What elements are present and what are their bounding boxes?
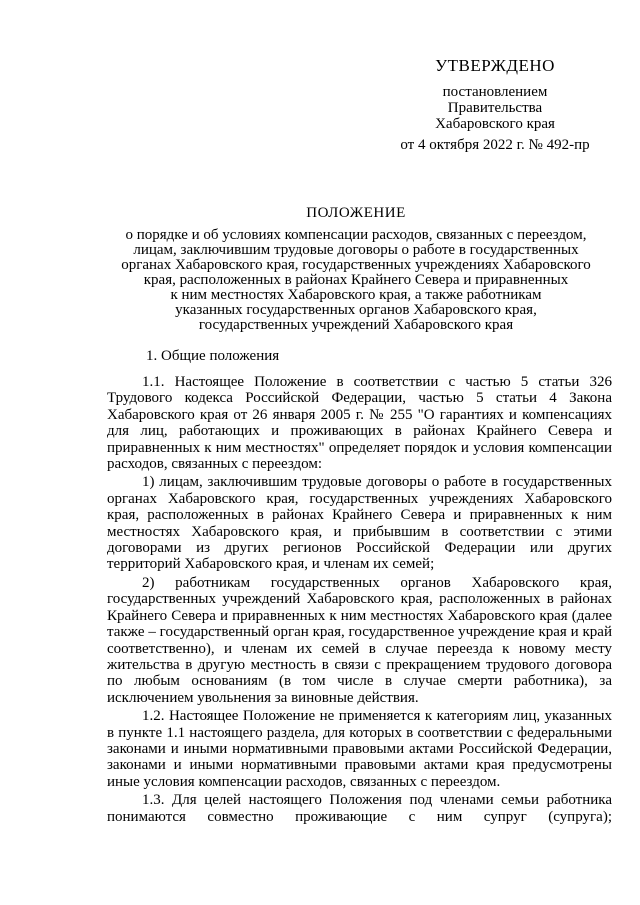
subtitle-line: о порядке и об условиях компенсации расходов, связанных с переездом, <box>125 227 587 243</box>
approval-line: Правительства <box>447 100 543 116</box>
document-title: ПОЛОЖЕНИЕ <box>306 205 406 221</box>
paragraph-1-1-item-2: 2) работникам государственных органов Хабаровского края, государственных учреждений Хабаровского края, расположенных в районах Крайнего Севера и приравненных к ним местностях Хабаровского края (далее также – государственный орган края, государственное учреждение края и край соответственно), и членам их семей в случае переезда к новому месту жительства в другую местность в связи с прекращением трудового договора по любым основаниям (в том числе в случае смерти работника), за исключением увольнения за виновные действия. <box>107 574 612 706</box>
document-body <box>107 374 612 827</box>
subtitle-line: указанных государственных органов Хабаровского края, <box>175 302 537 318</box>
subtitle-line: лицам, заключившим трудовые договоры о работе в государственных <box>133 242 579 258</box>
approval-date: от 4 октября 2022 г. № 492-пр <box>400 137 590 153</box>
approval-heading: УТВЕРЖДЕНО <box>435 56 555 75</box>
subtitle-line: к ним местностях Хабаровского края, а также работникам <box>170 287 542 303</box>
approval-line: Хабаровского края <box>435 116 555 132</box>
subtitle-line: края, расположенных в районах Крайнего Севера и приравненных <box>143 272 569 288</box>
subtitle-line: государственных учреждений Хабаровского края <box>198 317 514 333</box>
paragraph-1-1-item-1: 1) лицам, заключившим трудовые договоры о работе в государственных органах Хабаровского края, государственных учреждениях Хабаровского края, расположенных в районах Крайнего Севера и приравненных к ним местностях Хабаровского края, и прибывшим в соответствии с этими договорами из других регионов Российской Федерации или других территорий Хабаровского края, и членам их семей; <box>107 474 612 573</box>
approval-stamp <box>395 58 595 153</box>
paragraph-1-1: 1.1. Настоящее Положение в соответствии с частью 5 статьи 326 Трудового кодекса Российской Федерации, частью 5 статьи 4 Закона Хабаровского края от 26 января 2005 г. № 255 "О гарантиях и компенсациях для лиц, работающих и проживающих в районах Крайнего Севера и приравненных к ним местностях" определяет порядок и условия компенсации расходов, связанных с переездом: <box>107 374 612 473</box>
approval-line: постановлением <box>442 84 548 100</box>
paragraph-1-2: 1.2. Настоящее Положение не применяется к категориям лиц, указанных в пункте 1.1 настоящего раздела, для которых в соответствии с федеральными законами и иными нормативными правовыми актами Российской Федерации, законами и иными нормативными правовыми актами края предусмотрены иные условия компенсации расходов, связанных с переездом. <box>107 708 612 790</box>
subtitle-line: органах Хабаровского края, государственных учреждениях Хабаровского <box>121 257 591 273</box>
paragraph-1-3: 1.3. Для целей настоящего Положения под членами семьи работника понимаются совместно проживающие с ним супруг (супруга); <box>107 792 612 825</box>
section-heading: 1. Общие положения <box>146 348 280 364</box>
document-subtitle <box>100 228 612 333</box>
